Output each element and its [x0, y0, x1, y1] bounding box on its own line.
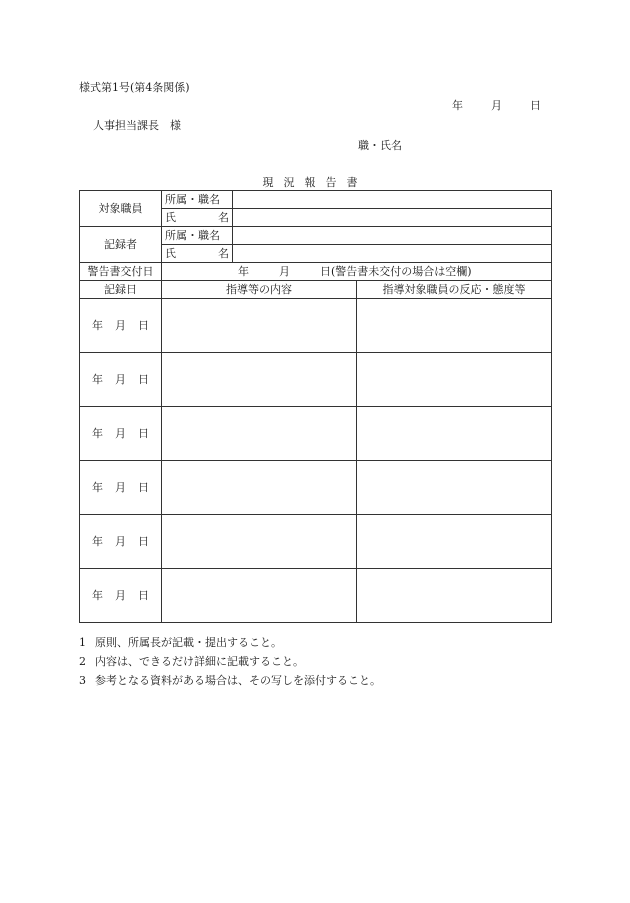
status-report-table [79, 190, 552, 623]
record-date: 年 月 日 [80, 353, 162, 407]
warning-date-row [80, 263, 552, 281]
record-date: 年 月 日 [80, 299, 162, 353]
report-date [452, 99, 541, 113]
target-name-label: 氏 名 [162, 209, 233, 227]
target-affiliation-row [80, 191, 552, 209]
note-item: 3 参考となる資料がある場合は、その写しを添付すること。 [79, 674, 381, 687]
response-field[interactable] [357, 569, 552, 623]
recorder-affiliation-label: 所属・職名 [162, 227, 233, 245]
col-record-date: 記録日 [80, 281, 162, 299]
column-header-row [80, 281, 552, 299]
record-row [80, 353, 552, 407]
target-affiliation-label: 所属・職名 [162, 191, 233, 209]
guidance-field[interactable] [162, 299, 357, 353]
warning-date-label: 警告書交付日 [80, 263, 162, 281]
recorder-label: 記録者 [80, 227, 162, 263]
response-field[interactable] [357, 407, 552, 461]
col-response: 指導対象職員の反応・態度等 [357, 281, 552, 299]
record-row [80, 461, 552, 515]
date-day: 日 [530, 99, 541, 112]
response-field[interactable] [357, 353, 552, 407]
target-affiliation-field[interactable] [233, 191, 552, 209]
recorder-name-label: 氏 名 [162, 245, 233, 263]
record-row [80, 407, 552, 461]
response-field[interactable] [357, 461, 552, 515]
recorder-affiliation-row [80, 227, 552, 245]
recorder-name-field[interactable] [233, 245, 552, 263]
addressee: 人事担当課長 様 [93, 119, 181, 132]
note-item: 2 内容は、できるだけ詳細に記載すること。 [79, 655, 304, 668]
record-row [80, 569, 552, 623]
author-name-title: 職・氏名 [358, 139, 402, 152]
notes-list [79, 633, 381, 690]
date-month: 月 [491, 99, 502, 112]
warning-date-field[interactable]: 年 月 日(警告書未交付の場合は空欄) [162, 263, 552, 281]
target-staff-label: 対象職員 [80, 191, 162, 227]
guidance-field[interactable] [162, 569, 357, 623]
response-field[interactable] [357, 515, 552, 569]
record-date: 年 月 日 [80, 569, 162, 623]
guidance-field[interactable] [162, 407, 357, 461]
record-row [80, 299, 552, 353]
guidance-field[interactable] [162, 461, 357, 515]
col-guidance: 指導等の内容 [162, 281, 357, 299]
page-title: 現況報告書 [262, 176, 368, 189]
record-date: 年 月 日 [80, 515, 162, 569]
guidance-field[interactable] [162, 515, 357, 569]
recorder-affiliation-field[interactable] [233, 227, 552, 245]
form-number: 様式第1号(第4条関係) [79, 81, 190, 94]
note-item: 1 原則、所属長が記載・提出すること。 [79, 636, 282, 649]
record-date: 年 月 日 [80, 461, 162, 515]
target-name-field[interactable] [233, 209, 552, 227]
response-field[interactable] [357, 299, 552, 353]
record-date: 年 月 日 [80, 407, 162, 461]
guidance-field[interactable] [162, 353, 357, 407]
record-row [80, 515, 552, 569]
date-year: 年 [452, 99, 463, 112]
